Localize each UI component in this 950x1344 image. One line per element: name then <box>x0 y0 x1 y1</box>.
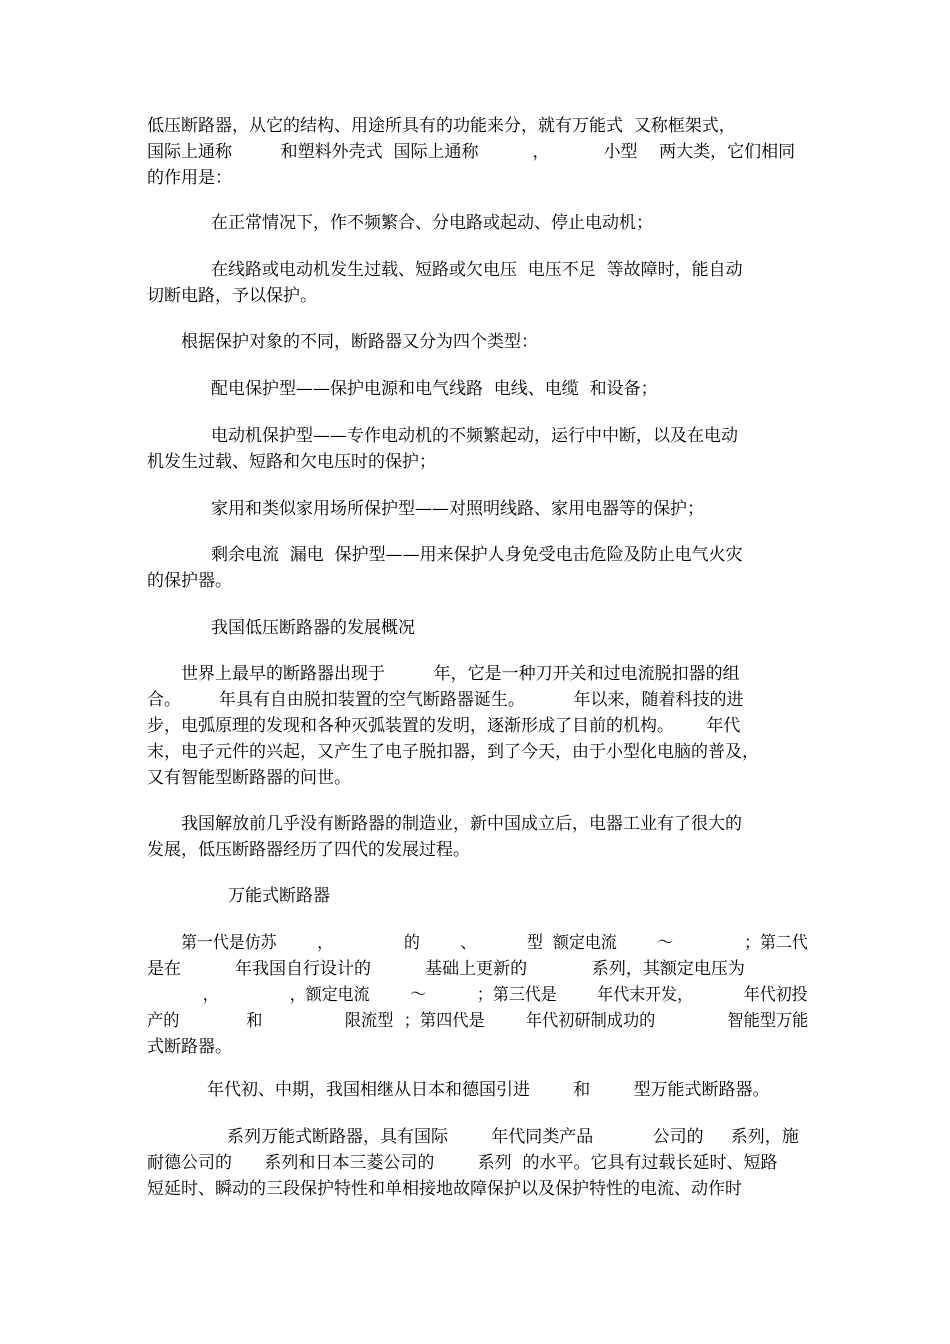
paragraph-line: 配电保护型——保护电源和电气线路 电线、电缆 和设备； <box>211 379 658 399</box>
paragraph-line: 又有智能型断路器的问世。 <box>147 768 351 788</box>
paragraph-line: 第一代是仿苏 ， 的 、 型 额定电流 ～ ；第二代 <box>181 933 808 953</box>
paragraph-line: 式断路器。 <box>147 1037 232 1057</box>
paragraph-line: 我国解放前几乎没有断路器的制造业，新中国成立后，电器工业有了很大的 <box>181 814 742 834</box>
paragraph-line: 的保护器。 <box>147 571 232 591</box>
paragraph-line: 耐德公司的 系列和日本三菱公司的 系列 的水平。它具有过载长延时、短路 <box>147 1153 778 1173</box>
paragraph-line: 世界上最早的断路器出现于 年，它是一种刀开关和过电流脱扣器的组 <box>181 664 740 684</box>
section-heading: 万能式断路器 <box>228 886 330 906</box>
paragraph-line: ， ，额定电流 ～ ；第三代是 年代末开发， 年代初投 <box>147 985 808 1005</box>
paragraph-line: 发展，低压断路器经历了四代的发展过程。 <box>147 840 470 860</box>
paragraph-line: 合。 年具有自由脱扣装置的空气断路器诞生。 年以来，随着科技的进 <box>147 690 744 710</box>
paragraph-line: 根据保护对象的不同，断路器又分为四个类型： <box>181 332 538 352</box>
paragraph-line: 末，电子元件的兴起，又产生了电子脱扣器，到了今天，由于小型化电脑的普及， <box>147 742 759 762</box>
paragraph-line: 系列万能式断路器，具有国际 年代同类产品 公司的 系列，施 <box>227 1127 799 1147</box>
paragraph-line: 产的 和 限流型 ；第四代是 年代初研制成功的 智能型万能 <box>147 1011 809 1031</box>
paragraph-line: 低压断路器，从它的结构、用途所具有的功能来分，就有万能式 又称框架式， <box>147 116 736 136</box>
paragraph-line: 机发生过载、短路和欠电压时的保护； <box>147 452 436 472</box>
paragraph-line: 电动机保护型——专作电动机的不频繁起动，运行中中断，以及在电动 <box>211 426 738 446</box>
paragraph-line: 是在 年我国自行设计的 基础上更新的 系列，其额定电压为 <box>147 959 745 979</box>
paragraph-line: 切断电路，予以保护。 <box>147 286 317 306</box>
paragraph-line: 步，电弧原理的发现和各种灭弧装置的发明，逐渐形成了目前的机构。 年代 <box>147 716 741 736</box>
paragraph-line: 的作用是： <box>147 168 232 188</box>
paragraph-line: 年代初、中期，我国相继从日本和德国引进 和 型万能式断路器。 <box>207 1080 770 1100</box>
paragraph-line: 家用和类似家用场所保护型——对照明线路、家用电器等的保护； <box>211 499 704 519</box>
paragraph-line: 国际上通称 和塑料外壳式 国际上通称 ， 小型 两大类，它们相同 <box>147 142 796 162</box>
paragraph-line: 短延时、瞬动的三段保护特性和单相接地故障保护以及保护特性的电流、动作时 <box>147 1179 742 1199</box>
paragraph-line: 剩余电流 漏电 保护型——用来保护人身免受电击危险及防止电气火灾 <box>211 545 743 565</box>
paragraph-line: 在正常情况下，作不频繁合、分电路或起动、停止电动机； <box>211 213 653 233</box>
section-heading: 我国低压断路器的发展概况 <box>211 618 415 638</box>
paragraph-line: 在线路或电动机发生过载、短路或欠电压 电压不足 等故障时，能自动 <box>211 260 743 280</box>
